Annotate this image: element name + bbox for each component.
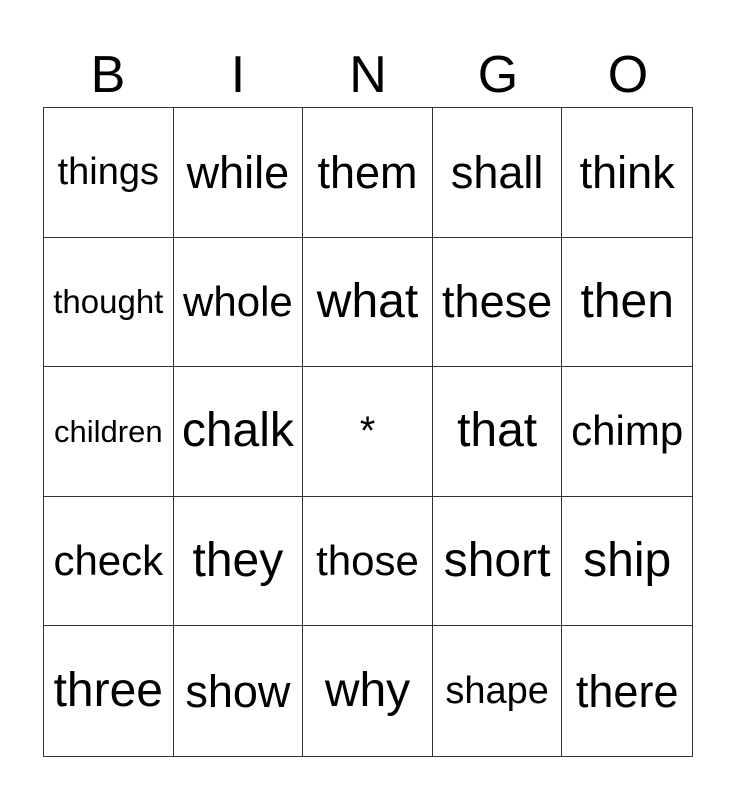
- header-letter-g: G: [477, 46, 519, 104]
- bingo-cell[interactable]: what: [303, 238, 433, 368]
- bingo-cell[interactable]: whole: [174, 238, 304, 368]
- bingo-cell[interactable]: while: [174, 108, 304, 238]
- bingo-cell[interactable]: they: [174, 497, 304, 627]
- bingo-cell[interactable]: three: [44, 626, 174, 756]
- header-letter-b: B: [90, 46, 126, 104]
- bingo-header: [43, 44, 693, 106]
- bingo-cell[interactable]: chalk: [174, 367, 304, 497]
- bingo-cell[interactable]: things: [44, 108, 174, 238]
- free-space-cell[interactable]: *: [303, 367, 433, 497]
- bingo-cell[interactable]: those: [303, 497, 433, 627]
- bingo-cell[interactable]: shape: [433, 626, 563, 756]
- bingo-cell[interactable]: them: [303, 108, 433, 238]
- bingo-cell[interactable]: children: [44, 367, 174, 497]
- bingo-cell[interactable]: ship: [562, 497, 692, 627]
- bingo-cell[interactable]: why: [303, 626, 433, 756]
- bingo-cell[interactable]: check: [44, 497, 174, 627]
- bingo-cell[interactable]: think: [562, 108, 692, 238]
- bingo-cell[interactable]: show: [174, 626, 304, 756]
- bingo-cell[interactable]: that: [433, 367, 563, 497]
- bingo-cell[interactable]: shall: [433, 108, 563, 238]
- bingo-cell[interactable]: these: [433, 238, 563, 368]
- bingo-cell[interactable]: short: [433, 497, 563, 627]
- header-letter-i: I: [230, 46, 246, 104]
- bingo-cell[interactable]: chimp: [562, 367, 692, 497]
- header-letter-o: O: [607, 46, 649, 104]
- bingo-cell[interactable]: there: [562, 626, 692, 756]
- bingo-cell[interactable]: thought: [44, 238, 174, 368]
- bingo-card-grid: [43, 107, 693, 757]
- bingo-cell[interactable]: then: [562, 238, 692, 368]
- header-letter-n: N: [349, 46, 387, 104]
